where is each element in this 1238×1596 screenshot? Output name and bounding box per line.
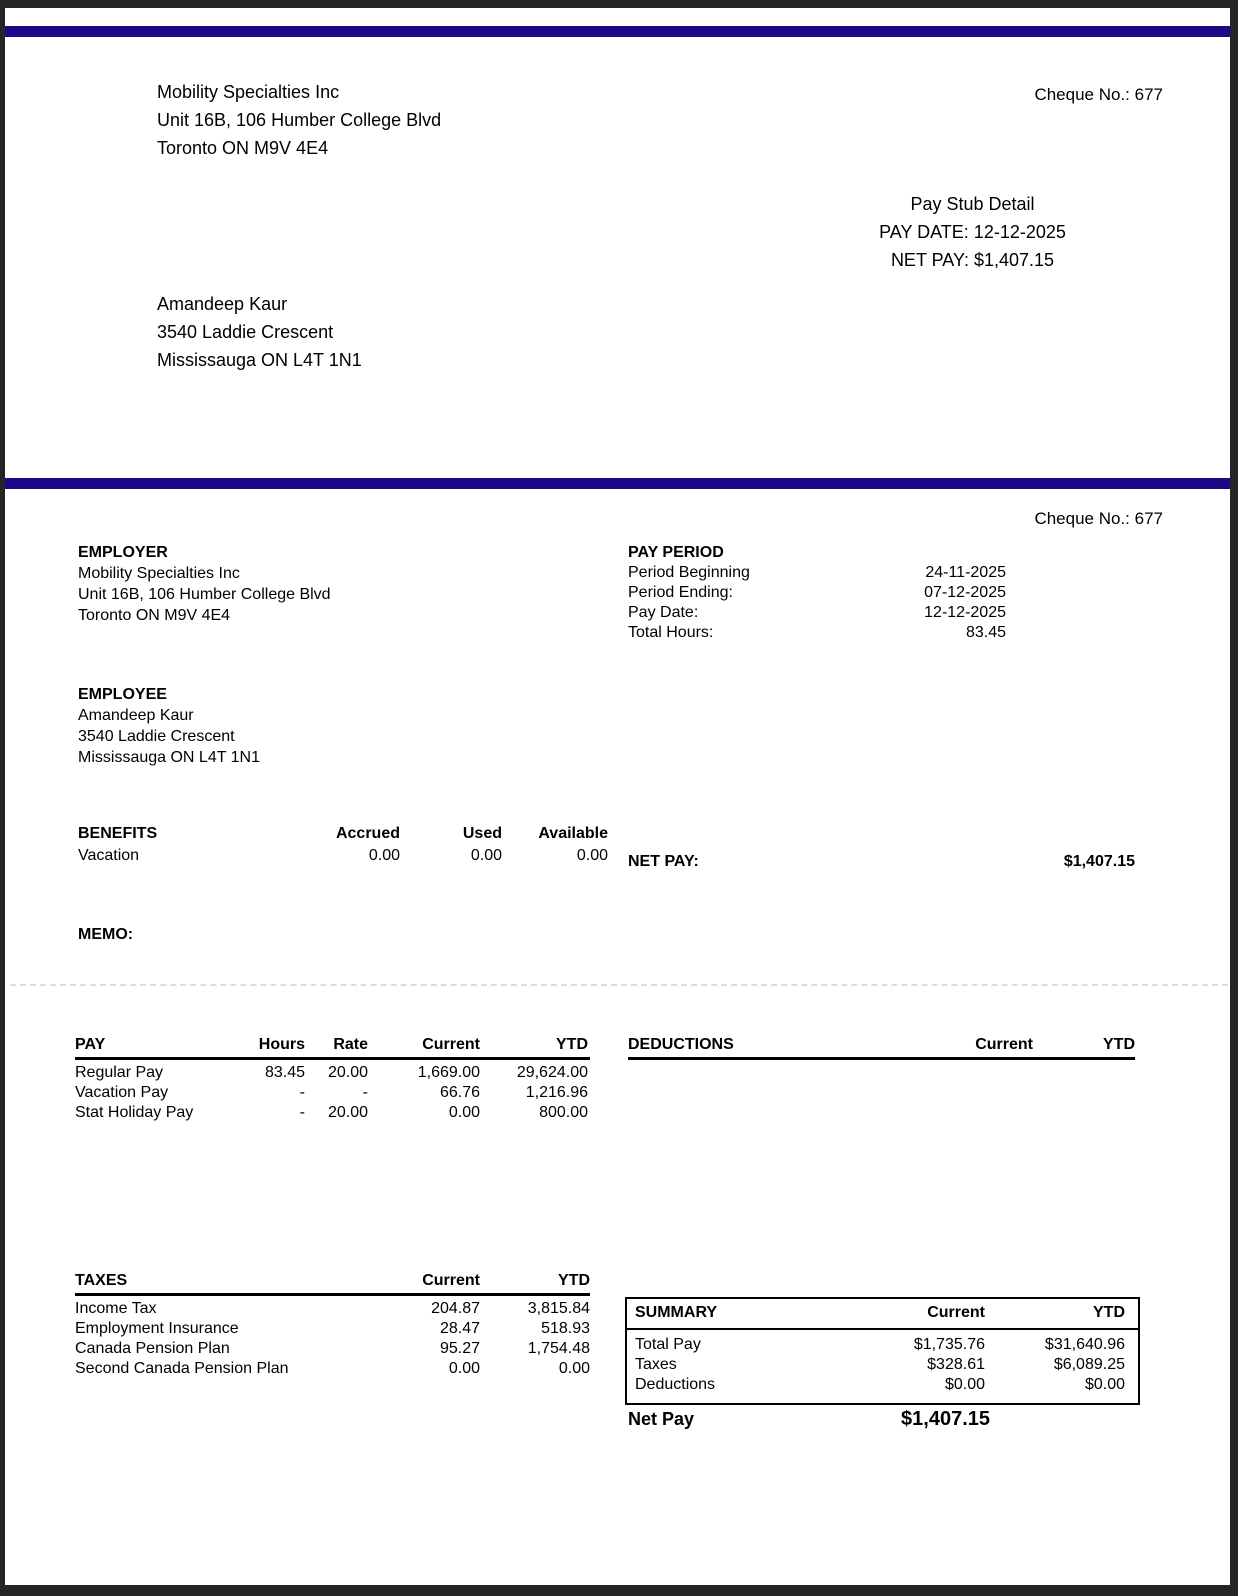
summary-header-row	[627, 1299, 1138, 1330]
table-row	[75, 1083, 590, 1103]
pay-col-ytd: YTD	[556, 1036, 588, 1053]
cpp-ytd: 1,754.48	[527, 1340, 590, 1357]
deductions-total-current: $0.00	[944, 1376, 985, 1393]
employee-detail-address2: Mississauga ON L4T 1N1	[78, 749, 260, 766]
employee-name: Amandeep Kaur	[157, 294, 288, 314]
benefits-col-accrued: Accrued	[335, 825, 400, 842]
table-row	[635, 1375, 1130, 1395]
benefit-vacation-available: 0.00	[576, 847, 608, 864]
employer-section	[78, 542, 331, 626]
pay-stub-detail-block	[800, 190, 1145, 274]
table-row	[75, 1339, 590, 1359]
total-hours-row	[628, 623, 1006, 643]
stat-holiday-pay-ytd: 800.00	[539, 1104, 588, 1121]
benefits-col-available: Available	[538, 825, 608, 842]
second-cpp-ytd: 0.00	[558, 1360, 590, 1377]
total-pay-label: Total Pay	[635, 1336, 701, 1353]
income-tax-label: Income Tax	[75, 1300, 157, 1317]
table-row	[75, 1299, 590, 1319]
pay-col-hours: Hours	[258, 1036, 305, 1053]
pay-col-rate: Rate	[333, 1036, 368, 1053]
company-address-line2: Toronto ON M9V 4E4	[157, 138, 329, 158]
company-address-line1: Unit 16B, 106 Humber College Blvd	[157, 110, 442, 130]
period-beginning-row	[628, 563, 1006, 583]
benefits-table	[78, 822, 608, 866]
total-hours-label: Total Hours:	[628, 624, 714, 641]
stat-holiday-pay-hours: -	[299, 1104, 305, 1121]
pay-date-value: 12-12-2025	[924, 604, 1006, 621]
period-beginning-label: Period Beginning	[628, 564, 750, 581]
employee-address-line1: 3540 Laddie Crescent	[157, 322, 334, 342]
vacation-pay-label: Vacation Pay	[75, 1084, 169, 1101]
employee-address-block	[157, 290, 362, 374]
benefits-header-row	[78, 822, 608, 846]
company-name: Mobility Specialties Inc	[157, 82, 340, 102]
taxes-col-current: Current	[422, 1272, 480, 1289]
stat-holiday-pay-current: 0.00	[448, 1104, 480, 1121]
deductions-total-ytd: $0.00	[1084, 1376, 1125, 1393]
taxes-total-ytd: $6,089.25	[1053, 1356, 1125, 1373]
vacation-pay-hours: -	[299, 1084, 305, 1101]
summary-col-ytd: YTD	[1093, 1304, 1125, 1321]
summary-body	[627, 1330, 1138, 1403]
total-pay-ytd: $31,640.96	[1044, 1336, 1125, 1353]
summary-heading: SUMMARY	[635, 1304, 718, 1321]
total-hours-value: 83.45	[965, 624, 1006, 641]
table-row	[635, 1355, 1130, 1375]
taxes-total-label: Taxes	[635, 1356, 677, 1373]
second-cpp-label: Second Canada Pension Plan	[75, 1360, 289, 1377]
taxes-total-current: $328.61	[927, 1356, 985, 1373]
pay-header-row	[75, 1033, 590, 1060]
net-pay-total-row	[628, 1408, 990, 1431]
income-tax-ytd: 3,815.84	[527, 1300, 590, 1317]
regular-pay-rate: 20.00	[327, 1064, 368, 1081]
pay-period-heading: PAY PERIOD	[628, 544, 724, 561]
pay-heading: PAY	[75, 1036, 106, 1053]
vacation-pay-rate: -	[362, 1084, 368, 1101]
period-ending-row	[628, 583, 1006, 603]
pay-col-current: Current	[422, 1036, 480, 1053]
pay-period-section	[628, 542, 1006, 643]
net-pay-value: $1,407.15	[1063, 853, 1135, 870]
cpp-current: 95.27	[439, 1340, 480, 1357]
table-row	[75, 1319, 590, 1339]
summary-col-current: Current	[927, 1304, 985, 1321]
benefit-vacation-label: Vacation	[78, 847, 140, 864]
vacation-pay-current: 66.76	[439, 1084, 480, 1101]
company-address-block	[157, 78, 441, 162]
regular-pay-current: 1,669.00	[417, 1064, 480, 1081]
table-row	[75, 1063, 590, 1083]
cheque-number-detail: Cheque No.: 677	[1034, 509, 1163, 528]
employee-address-line2: Mississauga ON L4T 1N1	[157, 350, 362, 370]
benefit-vacation-used: 0.00	[470, 847, 502, 864]
cpp-label: Canada Pension Plan	[75, 1340, 230, 1357]
employment-insurance-label: Employment Insurance	[75, 1320, 239, 1337]
regular-pay-hours: 83.45	[264, 1064, 305, 1081]
regular-pay-ytd: 29,624.00	[516, 1064, 588, 1081]
taxes-heading: TAXES	[75, 1272, 128, 1289]
net-pay-total-label: Net Pay	[628, 1409, 695, 1429]
period-beginning-value: 24-11-2025	[925, 564, 1006, 581]
taxes-col-ytd: YTD	[558, 1272, 590, 1289]
stat-holiday-pay-rate: 20.00	[327, 1104, 368, 1121]
employer-name: Mobility Specialties Inc	[78, 565, 240, 582]
pay-date-row	[628, 603, 1006, 623]
summary-box	[625, 1297, 1140, 1405]
table-row	[75, 1103, 590, 1123]
deductions-header-row	[628, 1033, 1135, 1060]
employer-address-line2: Toronto ON M9V 4E4	[78, 607, 231, 624]
net-pay-total-value: $1,407.15	[901, 1408, 990, 1430]
memo-label: MEMO:	[78, 926, 134, 943]
pay-stub-detail-title: Pay Stub Detail	[910, 194, 1035, 214]
benefits-heading: BENEFITS	[78, 825, 158, 842]
deductions-col-current: Current	[975, 1036, 1033, 1053]
deductions-heading: DEDUCTIONS	[628, 1036, 734, 1053]
benefit-vacation-accrued: 0.00	[368, 847, 400, 864]
net-pay-label: NET PAY:	[628, 853, 699, 870]
net-pay-line: NET PAY: $1,407.15	[890, 250, 1055, 270]
employer-address-line1: Unit 16B, 106 Humber College Blvd	[78, 586, 331, 603]
pay-date-line: PAY DATE: 12-12-2025	[879, 222, 1066, 242]
vacation-pay-ytd: 1,216.96	[525, 1084, 588, 1101]
employment-insurance-current: 28.47	[439, 1320, 480, 1337]
employer-heading: EMPLOYER	[78, 544, 168, 561]
employee-detail-address1: 3540 Laddie Crescent	[78, 728, 235, 745]
employee-detail-name: Amandeep Kaur	[78, 707, 194, 724]
deductions-total-label: Deductions	[635, 1376, 716, 1393]
income-tax-current: 204.87	[431, 1300, 480, 1317]
table-row	[635, 1335, 1130, 1355]
total-pay-current: $1,735.76	[913, 1336, 985, 1353]
period-ending-value: 07-12-2025	[924, 584, 1006, 601]
benefits-col-used: Used	[462, 825, 502, 842]
taxes-header-row	[75, 1269, 590, 1296]
perforation-divider	[10, 984, 1228, 986]
regular-pay-label: Regular Pay	[75, 1064, 164, 1081]
taxes-table	[75, 1269, 590, 1379]
pay-table	[75, 1033, 590, 1123]
second-cpp-current: 0.00	[448, 1360, 480, 1377]
cheque-number-top: Cheque No.: 677	[1034, 85, 1163, 104]
period-ending-label: Period Ending:	[628, 584, 733, 601]
employee-heading: EMPLOYEE	[78, 686, 167, 703]
net-pay-summary-row	[628, 852, 1135, 872]
employee-section	[78, 684, 260, 768]
table-row	[78, 846, 608, 866]
deductions-table	[628, 1033, 1135, 1060]
stat-holiday-pay-label: Stat Holiday Pay	[75, 1104, 194, 1121]
pay-date-label: Pay Date:	[628, 604, 699, 621]
table-row	[75, 1359, 590, 1379]
deductions-col-ytd: YTD	[1103, 1036, 1135, 1053]
middle-navy-rule	[5, 478, 1230, 489]
top-navy-rule	[5, 26, 1230, 37]
employment-insurance-ytd: 518.93	[541, 1320, 590, 1337]
